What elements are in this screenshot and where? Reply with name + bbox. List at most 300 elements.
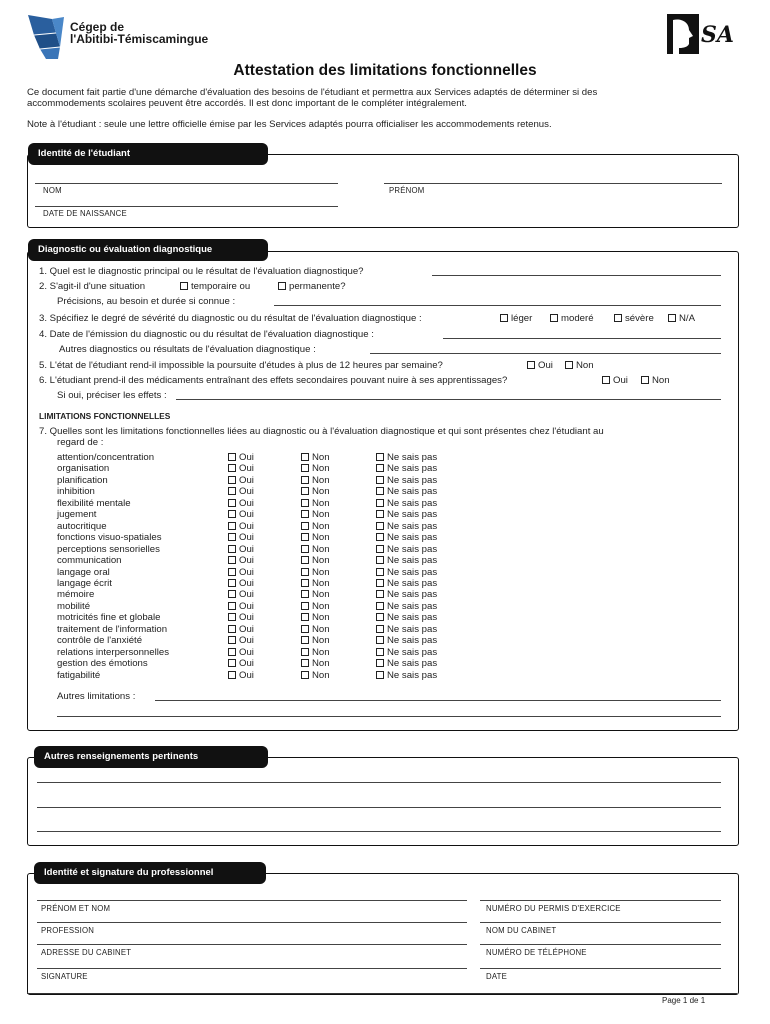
limitation-non-option-label: Non [312, 520, 330, 532]
checkbox[interactable] [376, 579, 384, 587]
q3-na-label: N/A [679, 313, 695, 324]
checkbox[interactable] [376, 476, 384, 484]
checkbox[interactable] [228, 533, 236, 541]
limitation-row [0, 612, 770, 623]
q5-oui-label: Oui [538, 360, 553, 371]
question-6: 6. L'étudiant prend-il des médicaments entraînant des effets secondaires pouvant nuire à ses apprentissages? [39, 375, 508, 386]
limitation-non-option[interactable] [301, 475, 330, 486]
q1-answer-field[interactable] [432, 275, 721, 276]
checkbox[interactable] [376, 487, 384, 495]
limitation-ne-sais-pas-option-label: Ne sais pas [387, 452, 438, 463]
checkbox[interactable] [376, 556, 384, 564]
limitation-ne-sais-pas-option[interactable] [376, 601, 437, 612]
limitation-non-option-label: Non [312, 474, 330, 486]
checkbox[interactable] [301, 625, 309, 633]
limitation-ne-sais-pas-option[interactable] [376, 658, 437, 669]
q3-severe-option[interactable] [614, 313, 654, 324]
limitation-oui-option-label: Oui [239, 474, 254, 486]
cabinet-field[interactable] [480, 922, 721, 923]
checkbox[interactable] [376, 533, 384, 541]
limitation-ne-sais-pas-option-label: Ne sais pas [387, 635, 438, 647]
checkbox[interactable] [301, 590, 309, 598]
q4-date-field[interactable] [443, 338, 721, 339]
limitation-oui-option[interactable] [228, 475, 254, 486]
checkbox[interactable] [614, 314, 622, 322]
prenom-nom-label: PRÉNOM ET NOM [41, 904, 111, 913]
limitation-label: mémoire [57, 589, 95, 601]
profession-label: PROFESSION [41, 926, 95, 935]
limitation-oui-option-label: Oui [239, 452, 254, 463]
page-number: Page 1 de 1 [662, 996, 706, 1005]
limitation-oui-option[interactable] [228, 532, 254, 543]
limitation-non-option[interactable] [301, 624, 330, 635]
checkbox[interactable] [301, 579, 309, 587]
limitation-oui-option[interactable] [228, 544, 254, 555]
limitation-oui-option-label: Oui [239, 600, 254, 612]
nom-label: NOM [43, 186, 62, 195]
limitation-non-option-label: Non [312, 452, 330, 463]
limitation-non-option[interactable] [301, 452, 330, 463]
limitation-non-option-label: Non [312, 532, 330, 544]
limitation-oui-option-label: Oui [239, 578, 254, 589]
checkbox[interactable] [527, 361, 535, 369]
limitation-label: organisation [57, 463, 110, 475]
checkbox[interactable] [228, 590, 236, 598]
limitation-ne-sais-pas-option-label: Ne sais pas [387, 509, 438, 521]
limitation-label: contrôle de l'anxiété [57, 635, 143, 647]
limitation-ne-sais-pas-option[interactable] [376, 521, 437, 532]
limitation-ne-sais-pas-option[interactable] [376, 567, 437, 578]
checkbox[interactable] [228, 522, 236, 530]
sa-logo [667, 14, 734, 54]
limitation-ne-sais-pas-option[interactable] [376, 612, 437, 623]
limitation-ne-sais-pas-option[interactable] [376, 670, 437, 681]
checkbox[interactable] [668, 314, 676, 322]
pro-tab: Identité et signature du professionnel [34, 862, 266, 884]
q6-oui-label: Oui [613, 375, 628, 386]
checkbox[interactable] [228, 453, 236, 461]
autres-field-2[interactable] [37, 807, 721, 808]
limitation-non-option-label: Non [312, 566, 330, 578]
limitation-row [0, 486, 770, 497]
limitation-label: gestion des émotions [57, 658, 148, 670]
checkbox[interactable] [301, 545, 309, 553]
date-naissance-label: DATE DE NAISSANCE [43, 209, 127, 218]
checkbox[interactable] [228, 579, 236, 587]
checkbox[interactable] [180, 282, 188, 290]
limitation-ne-sais-pas-option-label: Ne sais pas [387, 532, 438, 544]
prenom-field[interactable] [384, 183, 722, 184]
limitation-oui-option[interactable] [228, 567, 254, 578]
limitation-non-option[interactable] [301, 647, 330, 658]
checkbox[interactable] [228, 636, 236, 644]
limitation-oui-option-label: Oui [239, 658, 254, 670]
limitation-label: autocritique [57, 520, 107, 532]
checkbox[interactable] [301, 476, 309, 484]
autres-limitations-field-2[interactable] [57, 716, 721, 717]
limitation-oui-option[interactable] [228, 647, 254, 658]
q6-effets-field[interactable] [176, 399, 721, 400]
limitation-ne-sais-pas-option[interactable] [376, 647, 437, 658]
limitation-non-option-label: Non [312, 486, 330, 498]
limitation-ne-sais-pas-option[interactable] [376, 555, 437, 566]
q6-effets: Si oui, préciser les effets : [57, 390, 167, 401]
limitation-oui-option[interactable] [228, 624, 254, 635]
limitation-ne-sais-pas-option-label: Ne sais pas [387, 463, 438, 475]
limitation-oui-option[interactable] [228, 555, 254, 566]
limitation-non-option-label: Non [312, 669, 330, 681]
limitation-ne-sais-pas-option-label: Ne sais pas [387, 658, 438, 670]
checkbox[interactable] [278, 282, 286, 290]
prenom-label: PRÉNOM [389, 186, 425, 195]
checkbox[interactable] [228, 613, 236, 621]
checkbox[interactable] [376, 522, 384, 530]
q3-na-option[interactable] [668, 313, 695, 324]
checkbox[interactable] [301, 487, 309, 495]
limitation-label: communication [57, 555, 122, 566]
limitation-ne-sais-pas-option[interactable] [376, 589, 437, 600]
limitation-ne-sais-pas-option-label: Ne sais pas [387, 497, 438, 509]
checkbox[interactable] [301, 671, 309, 679]
q5-oui-option[interactable] [527, 360, 553, 371]
q5-non-label: Non [576, 360, 594, 371]
permis-label: NUMÉRO DU PERMIS D'EXERCICE [486, 904, 621, 913]
limitation-label: langage écrit [57, 578, 112, 589]
checkbox[interactable] [376, 453, 384, 461]
limitation-ne-sais-pas-option-label: Ne sais pas [387, 612, 438, 624]
checkbox[interactable] [301, 522, 309, 530]
limitation-row [0, 509, 770, 520]
checkbox[interactable] [376, 671, 384, 679]
limitation-row [0, 463, 770, 474]
checkbox[interactable] [301, 613, 309, 621]
question-7-line1: 7. Quelles sont les limitations fonctionnelles liées au diagnostic ou à l'évaluation diagnostique et qui sont présentes chez l'étudiant au [39, 426, 604, 437]
limitation-row [0, 601, 770, 612]
checkbox[interactable] [228, 556, 236, 564]
limitation-oui-option-label: Oui [239, 566, 254, 578]
q2-permanente-label: permanente? [289, 281, 346, 292]
limitation-ne-sais-pas-option[interactable] [376, 452, 437, 463]
limitation-ne-sais-pas-option-label: Ne sais pas [387, 474, 438, 486]
date-naissance-field[interactable] [35, 206, 338, 207]
checkbox[interactable] [301, 659, 309, 667]
limitation-non-option-label: Non [312, 658, 330, 670]
limitation-label: relations interpersonnelles [57, 646, 169, 658]
limitation-non-option-label: Non [312, 612, 330, 624]
limitation-non-option[interactable] [301, 544, 330, 555]
limitation-non-option[interactable] [301, 635, 330, 646]
limitation-ne-sais-pas-option-label: Ne sais pas [387, 555, 438, 566]
limitation-ne-sais-pas-option-label: Ne sais pas [387, 600, 438, 612]
college-name-line2: l'Abitibi-Témiscamingue [70, 32, 209, 46]
checkbox[interactable] [550, 314, 558, 322]
checkbox[interactable] [376, 648, 384, 656]
identity-tab: Identité de l'étudiant [28, 143, 268, 165]
limitation-non-option-label: Non [312, 646, 330, 658]
limitation-non-option-label: Non [312, 623, 330, 635]
limitation-row [0, 532, 770, 543]
limitation-row [0, 670, 770, 681]
checkbox[interactable] [301, 556, 309, 564]
checkbox[interactable] [376, 602, 384, 610]
limitation-ne-sais-pas-option[interactable] [376, 624, 437, 635]
autres-limitations-field-1[interactable] [155, 700, 721, 701]
limitation-row [0, 521, 770, 532]
q6-non-option[interactable] [641, 375, 670, 386]
limitation-ne-sais-pas-option[interactable] [376, 532, 437, 543]
limitation-oui-option-label: Oui [239, 646, 254, 658]
limitations-heading: LIMITATIONS FONCTIONNELLES [39, 411, 171, 421]
checkbox[interactable] [228, 659, 236, 667]
checkbox[interactable] [228, 568, 236, 576]
permis-field[interactable] [480, 900, 721, 901]
question-2: 2. S'agit-il d'une situation [39, 281, 146, 292]
q6-non-label: Non [652, 375, 670, 386]
limitation-ne-sais-pas-option[interactable] [376, 475, 437, 486]
limitation-oui-option[interactable] [228, 670, 254, 681]
limitation-non-option[interactable] [301, 463, 330, 474]
checkbox[interactable] [301, 510, 309, 518]
checkbox[interactable] [376, 499, 384, 507]
limitation-label: traitement de l'information [57, 623, 168, 635]
limitation-row [0, 578, 770, 589]
limitation-oui-option-label: Oui [239, 520, 254, 532]
q2-permanente-option[interactable] [278, 281, 346, 292]
limitation-oui-option-label: Oui [239, 669, 254, 681]
limitation-ne-sais-pas-option-label: Ne sais pas [387, 646, 438, 658]
limitation-non-option[interactable] [301, 612, 330, 623]
q2-temporaire-label: temporaire ou [191, 281, 251, 292]
checkbox[interactable] [376, 625, 384, 633]
q4-autres-field[interactable] [370, 353, 721, 354]
question-1: 1. Quel est le diagnostic principal ou le résultat de l'évaluation diagnostique? [39, 266, 364, 277]
limitation-ne-sais-pas-option[interactable] [376, 544, 437, 555]
checkbox[interactable] [301, 602, 309, 610]
limitation-oui-option-label: Oui [239, 543, 254, 555]
limitation-non-option[interactable] [301, 521, 330, 532]
checkbox[interactable] [376, 659, 384, 667]
limitation-oui-option[interactable] [228, 589, 254, 600]
question-3: 3. Spécifiez le degré de sévérité du diagnostic ou du résultat de l'évaluation diagnostique : [39, 313, 422, 324]
checkbox[interactable] [228, 499, 236, 507]
limitation-row [0, 647, 770, 658]
limitation-non-option-label: Non [312, 578, 330, 589]
autres-tab: Autres renseignements pertinents [34, 746, 268, 768]
telephone-label: NUMÉRO DE TÉLÉPHONE [486, 948, 587, 957]
signature-label: SIGNATURE [41, 972, 88, 981]
limitation-ne-sais-pas-option-label: Ne sais pas [387, 669, 438, 681]
profile-head-icon [667, 14, 699, 54]
pro-section [27, 873, 739, 995]
limitation-non-option[interactable] [301, 509, 330, 520]
limitation-ne-sais-pas-option[interactable] [376, 578, 437, 589]
question-4: 4. Date de l'émission du diagnostic ou du résultat de l'évaluation diagnostique : [39, 329, 374, 340]
checkbox[interactable] [228, 671, 236, 679]
limitation-non-option-label: Non [312, 555, 330, 566]
checkbox[interactable] [376, 636, 384, 644]
limitation-label: mobilité [57, 600, 91, 612]
limitation-row [0, 589, 770, 600]
limitation-oui-option[interactable] [228, 509, 254, 520]
limitation-row [0, 544, 770, 555]
limitation-non-option[interactable] [301, 498, 330, 509]
q6-oui-option[interactable] [602, 375, 628, 386]
signature-field[interactable] [37, 968, 467, 969]
limitation-label: attention/concentration [57, 452, 155, 463]
limitation-label: langage oral [57, 566, 110, 578]
q3-leger-option[interactable] [500, 313, 532, 324]
checkbox[interactable] [228, 487, 236, 495]
limitation-non-option[interactable] [301, 486, 330, 497]
checkbox[interactable] [641, 376, 649, 384]
footer-rule [27, 993, 737, 994]
checkbox[interactable] [301, 636, 309, 644]
checkbox[interactable] [376, 464, 384, 472]
adresse-field[interactable] [37, 944, 467, 945]
limitation-oui-option[interactable] [228, 498, 254, 509]
diagnostic-tab: Diagnostic ou évaluation diagnostique [28, 239, 268, 261]
limitation-oui-option[interactable] [228, 452, 254, 463]
q2-precisions-field[interactable] [274, 305, 721, 306]
limitation-non-option-label: Non [312, 509, 330, 521]
autres-field-1[interactable] [37, 782, 721, 783]
identity-section [27, 154, 739, 228]
college-name-line1: Cégep de [70, 20, 125, 34]
limitation-oui-option[interactable] [228, 601, 254, 612]
prenom-nom-field[interactable] [37, 900, 467, 901]
limitation-oui-option-label: Oui [239, 623, 254, 635]
limitation-ne-sais-pas-option[interactable] [376, 509, 437, 520]
limitation-non-option[interactable] [301, 601, 330, 612]
intro-line2: accommodements scolaires peuvent être accordés. Il est donc important de le compléter intégralement. [27, 98, 467, 109]
checkbox[interactable] [500, 314, 508, 322]
q3-leger-label: léger [511, 313, 533, 324]
limitation-oui-option-label: Oui [239, 509, 254, 521]
limitation-oui-option-label: Oui [239, 486, 254, 498]
limitation-oui-option-label: Oui [239, 635, 254, 647]
limitation-non-option[interactable] [301, 532, 330, 543]
checkbox[interactable] [376, 568, 384, 576]
limitation-ne-sais-pas-option[interactable] [376, 463, 437, 474]
limitation-ne-sais-pas-option[interactable] [376, 635, 437, 646]
checkbox[interactable] [301, 464, 309, 472]
limitation-non-option-label: Non [312, 635, 330, 647]
limitation-oui-option-label: Oui [239, 532, 254, 544]
checkbox[interactable] [228, 545, 236, 553]
checkbox[interactable] [301, 533, 309, 541]
limitation-ne-sais-pas-option-label: Ne sais pas [387, 566, 438, 578]
sa-logo-text: SA [701, 22, 734, 48]
limitation-row [0, 475, 770, 486]
limitation-oui-option-label: Oui [239, 589, 254, 601]
limitation-label: inhibition [57, 486, 95, 498]
limitation-row [0, 624, 770, 635]
limitation-oui-option[interactable] [228, 658, 254, 669]
limitation-ne-sais-pas-option-label: Ne sais pas [387, 543, 438, 555]
limitation-non-option[interactable] [301, 589, 330, 600]
limitation-ne-sais-pas-option-label: Ne sais pas [387, 623, 438, 635]
limitation-oui-option-label: Oui [239, 555, 254, 566]
limitation-oui-option[interactable] [228, 486, 254, 497]
q5-non-option[interactable] [565, 360, 594, 371]
profession-field[interactable] [37, 922, 467, 923]
checkbox[interactable] [301, 648, 309, 656]
checkbox[interactable] [301, 568, 309, 576]
limitation-oui-option-label: Oui [239, 497, 254, 509]
limitation-non-option[interactable] [301, 658, 330, 669]
limitation-row [0, 567, 770, 578]
checkbox[interactable] [228, 476, 236, 484]
limitation-row [0, 452, 770, 463]
checkbox[interactable] [602, 376, 610, 384]
limitation-ne-sais-pas-option-label: Ne sais pas [387, 578, 438, 589]
limitation-non-option[interactable] [301, 578, 330, 589]
limitation-oui-option-label: Oui [239, 463, 254, 475]
date-field[interactable] [480, 968, 721, 969]
intro-line1: Ce document fait partie d'une démarche d'évaluation des besoins de l'étudiant et permettra aux Services adaptés de déterminer si des [27, 87, 598, 98]
limitation-oui-option[interactable] [228, 521, 254, 532]
autres-section [27, 757, 739, 846]
checkbox[interactable] [565, 361, 573, 369]
q3-modere-label: moderé [561, 313, 594, 324]
checkbox[interactable] [301, 453, 309, 461]
q3-modere-option[interactable] [550, 313, 594, 324]
q2-precisions: Précisions, au besoin et durée si connue : [57, 296, 236, 307]
limitation-ne-sais-pas-option[interactable] [376, 486, 437, 497]
telephone-field[interactable] [480, 944, 721, 945]
checkbox[interactable] [228, 625, 236, 633]
checkbox[interactable] [376, 613, 384, 621]
limitation-non-option[interactable] [301, 670, 330, 681]
limitation-row [0, 498, 770, 509]
limitation-row [0, 658, 770, 669]
limitation-oui-option[interactable] [228, 463, 254, 474]
limitation-non-option[interactable] [301, 555, 330, 566]
checkbox[interactable] [228, 464, 236, 472]
limitation-oui-option[interactable] [228, 635, 254, 646]
limitation-row [0, 555, 770, 566]
checkbox[interactable] [376, 510, 384, 518]
checkbox[interactable] [228, 510, 236, 518]
limitation-non-option-label: Non [312, 589, 330, 601]
autres-field-3[interactable] [37, 831, 721, 832]
limitation-label: planification [57, 474, 108, 486]
checkbox[interactable] [228, 602, 236, 610]
limitation-ne-sais-pas-option[interactable] [376, 498, 437, 509]
limitation-row [0, 635, 770, 646]
question-5: 5. L'état de l'étudiant rend-il impossible la poursuite d'études à plus de 12 heures par semaine? [39, 360, 443, 371]
checkbox[interactable] [376, 545, 384, 553]
checkbox[interactable] [228, 648, 236, 656]
limitation-non-option-label: Non [312, 600, 330, 612]
limitation-label: motricités fine et globale [57, 612, 161, 624]
limitation-oui-option[interactable] [228, 612, 254, 623]
autres-limitations: Autres limitations : [57, 691, 136, 702]
checkbox[interactable] [376, 590, 384, 598]
limitation-label: perceptions sensorielles [57, 543, 160, 555]
intro-note: Note à l'étudiant : seule une lettre officielle émise par les Services adaptés pourra officialiser les accommodements retenus. [27, 119, 552, 130]
q2-temporaire-option[interactable] [180, 281, 250, 292]
limitation-oui-option[interactable] [228, 578, 254, 589]
nom-field[interactable] [35, 183, 338, 184]
q4-autres: Autres diagnostics ou résultats de l'évaluation diagnostique : [59, 344, 316, 355]
limitation-label: flexibilité mentale [57, 497, 131, 509]
limitation-non-option-label: Non [312, 543, 330, 555]
limitation-non-option[interactable] [301, 567, 330, 578]
cegep-logo [26, 13, 66, 61]
checkbox[interactable] [301, 499, 309, 507]
limitation-non-option-label: Non [312, 463, 330, 475]
